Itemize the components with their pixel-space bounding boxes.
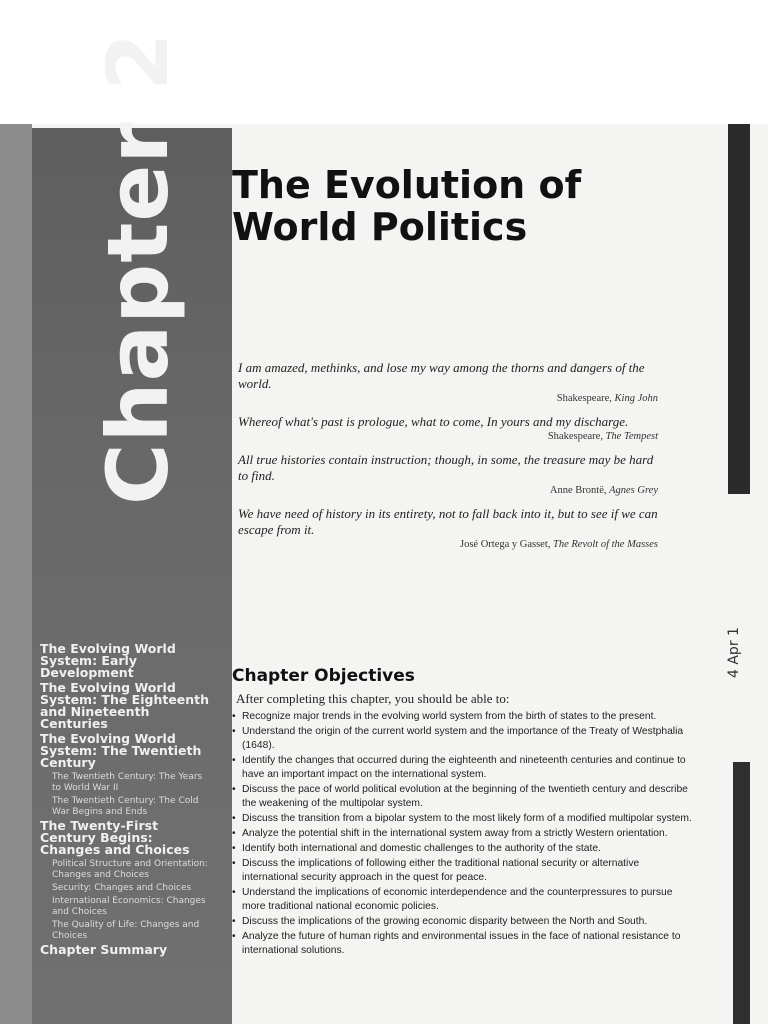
quote-block [238,506,658,552]
toc-subsection: Security: Changes and Choices [52,883,192,893]
toc-section: The Evolving World System: The Eighteenth and Nineteenth Centuries [40,680,210,731]
chapter-title [232,164,712,248]
quote-source [238,484,658,498]
toc-section: The Twenty-First Century Begins: Changes and Choices [40,818,190,857]
objective-item: • Understand the origin of the current world system and the importance of the Treaty of Westphalia (1648). [232,725,696,753]
toc-subsection: Political Structure and Orientation: Changes and Choices [52,859,208,880]
objective-item: • Identify the changes that occurred during the eighteenth and nineteenth centuries and continue to have an important impact on the international system. [232,754,696,782]
handwritten-margin-note: 4 Apr 1 [726,627,742,678]
chapter-title-line-2: World Politics [232,205,528,249]
objective-item: • Understand the implications of economic interdependence and the counterpressures to pursue more traditional national economic policies. [232,886,696,914]
epigraph-quotes [238,360,658,560]
objective-item: • Analyze the future of human rights and environmental issues in the face of national resistance to international solutions. [232,930,696,958]
objectives-heading: Chapter Objectives [232,666,415,686]
quote-text: Whereof what's past is prologue, what to come, In yours and my discharge. [238,414,629,429]
objective-item: • Identify both international and domestic challenges to the authority of the state. [232,842,696,856]
toc-section: Chapter Summary [40,942,168,957]
quote-work: The Tempest [605,431,658,442]
quote-work: The Revolt of the Masses [553,539,658,550]
quote-work: King John [614,393,658,404]
objective-item: • Discuss the pace of world political evolution at the beginning of the twentieth century and describe the weakening of the multipolar system. [232,783,696,811]
toc-section: The Evolving World System: Early Development [40,641,176,680]
objective-item: • Discuss the implications of the growing economic disparity between the North and South. [232,915,696,929]
quote-source [238,538,658,552]
quote-author: Anne Brontë, [549,485,607,496]
objective-item: • Discuss the implications of following either the traditional national security or alternative international security approach in the quest for peace. [232,857,696,885]
quote-text: All true histories contain instruction; though, in some, the treasure may be hard to find. [238,452,654,483]
objectives-intro: After completing this chapter, you should be able to: [236,691,510,706]
objective-item: • Analyze the potential shift in the international system away from a strictly Western orientation. [232,827,696,841]
quote-source [238,392,658,406]
objective-item: • Recognize major trends in the evolving world system from the birth of states to the present. [232,710,696,724]
quote-block [238,452,658,498]
chapter-number-label: Chapter 2 [89,31,187,505]
toc-subsection: The Quality of Life: Changes and Choices [52,920,200,941]
toc-subsection: The Twentieth Century: The Cold War Begins and Ends [52,796,199,817]
quote-work: Agnes Grey [609,485,658,496]
toc-subsection: The Twentieth Century: The Years to World War II [52,772,203,793]
quote-source [238,430,658,444]
chapter-contents-list [40,643,210,959]
page-edge-shadow [0,124,32,1024]
quote-text: We have need of history in its entirety, not to fall back into it, but to see if we can escape from it. [238,506,658,537]
chapter-title-line-1: The Evolution of [232,163,582,207]
quote-text: I am amazed, methinks, and lose my way among the thorns and dangers of the world. [238,360,645,391]
objectives-list [232,710,696,959]
right-edge-bar-bottom [733,762,750,1024]
objective-item: • Discuss the transition from a bipolar system to the most likely form of a modified multipolar system. [232,812,696,826]
toc-section: The Evolving World System: The Twentieth Century [40,731,202,770]
quote-block [238,360,658,406]
quote-block [238,414,658,444]
quote-author: José Ortega y Gasset, [459,539,551,550]
quote-author: Shakespeare, [556,393,612,404]
quote-author: Shakespeare, [547,431,603,442]
right-edge-bar-top [728,124,750,494]
toc-subsection: International Economics: Changes and Choices [52,896,206,917]
